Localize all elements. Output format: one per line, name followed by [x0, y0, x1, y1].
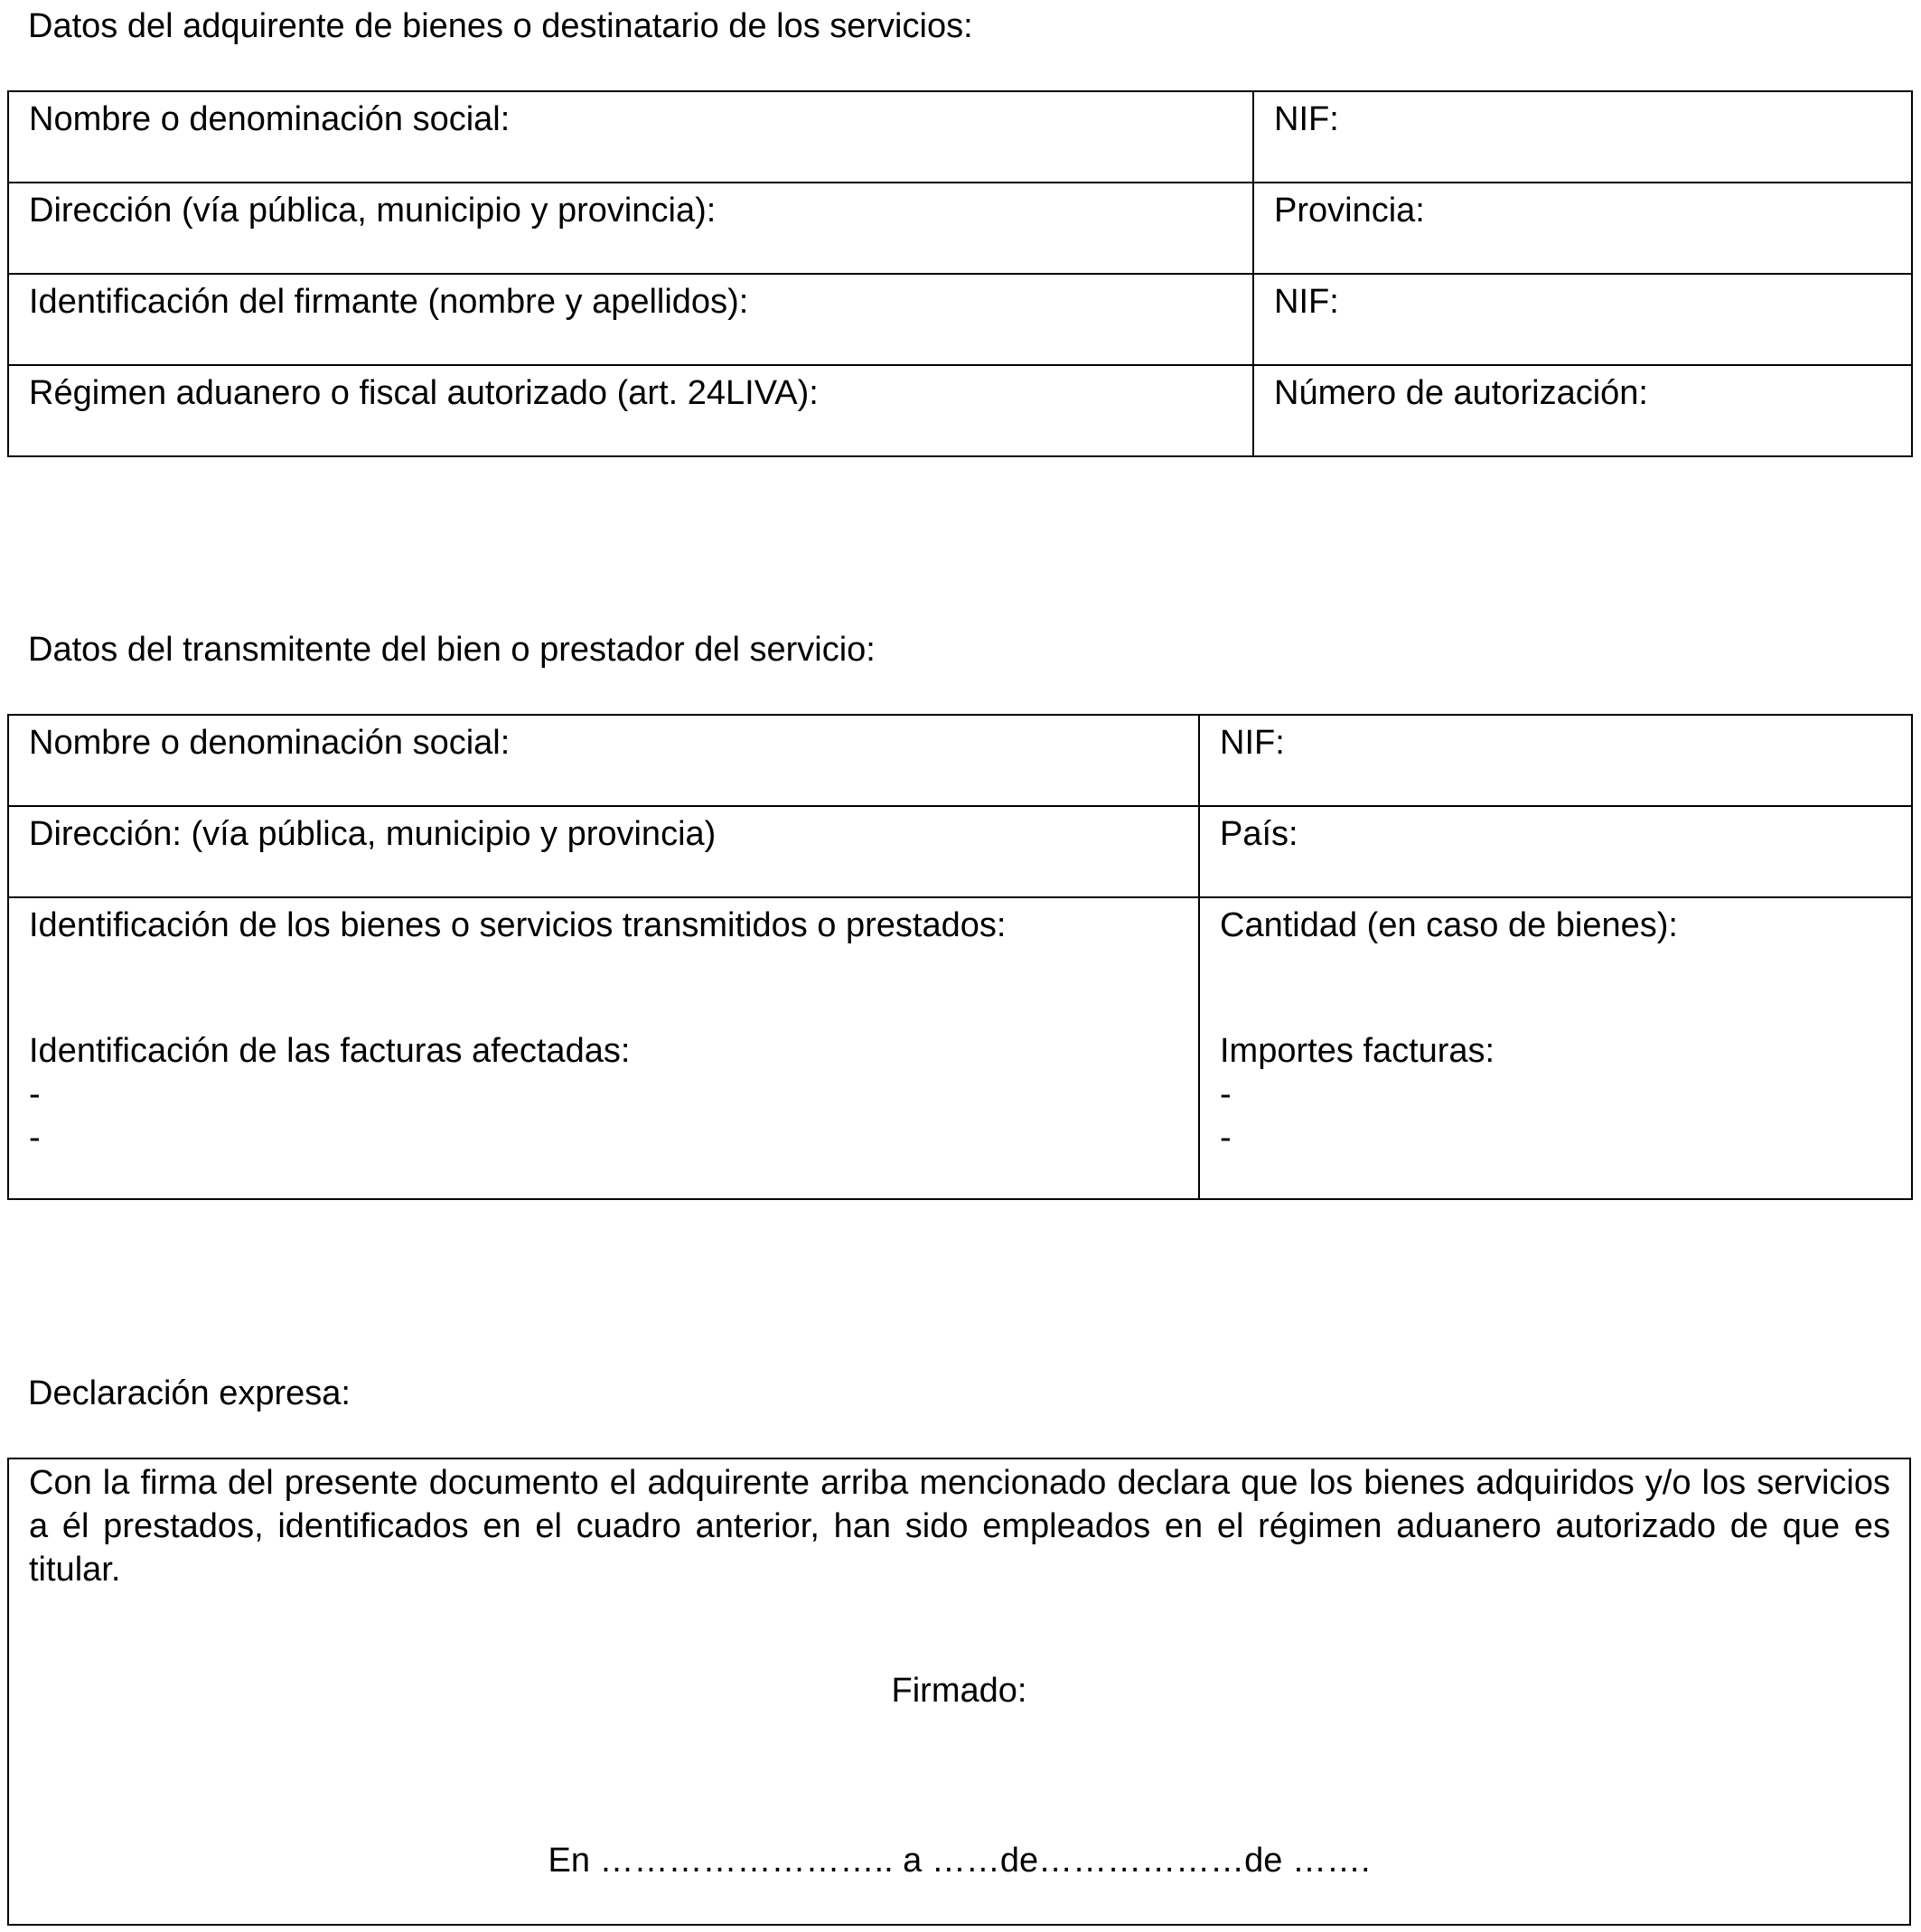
transmitter-name-field[interactable]: [8, 715, 1199, 806]
transmitter-heading: Datos del transmitente del bien o prestador del servicio:: [28, 631, 876, 669]
signer-nif-label: NIF:: [1274, 283, 1339, 321]
amounts-label: Importes facturas:: [1220, 1032, 1495, 1070]
goods-label: Identificación de los bienes o servicios transmitidos o prestados:: [29, 906, 1007, 944]
transmitter-address-label: Dirección: (vía pública, municipio y provincia): [29, 815, 717, 853]
invoices-label: Identificación de las facturas afectadas:: [29, 1032, 631, 1070]
transmitter-nif-label: NIF:: [1220, 724, 1285, 762]
country-label: País:: [1220, 815, 1298, 853]
regime-label: Régimen aduanero o fiscal autorizado (art. 24LIVA):: [29, 374, 819, 412]
address-label: Dirección (vía pública, municipio y provincia):: [29, 192, 717, 230]
name-field[interactable]: [8, 91, 1253, 183]
declaration-box: [7, 1458, 1911, 1926]
transmitter-address-field[interactable]: [8, 806, 1199, 897]
country-field[interactable]: [1199, 806, 1912, 897]
table-row: [8, 365, 1912, 456]
signed-label: Firmado:: [891, 1672, 1027, 1710]
goods-invoices-field[interactable]: [8, 897, 1199, 1199]
acquirer-table: [7, 90, 1913, 457]
acquirer-heading: Datos del adquirente de bienes o destinatario de los servicios:: [28, 7, 973, 45]
signer-nif-field[interactable]: [1253, 274, 1912, 365]
invoice-dash-2: -: [29, 1119, 41, 1157]
nif-field[interactable]: [1253, 91, 1912, 183]
signer-label: Identificación del firmante (nombre y apellidos):: [29, 283, 749, 321]
signer-field[interactable]: [8, 274, 1253, 365]
table-row: [8, 274, 1912, 365]
quantity-label: Cantidad (en caso de bienes):: [1220, 906, 1678, 944]
transmitter-table: [7, 714, 1913, 1200]
amount-dash-2: -: [1220, 1119, 1232, 1157]
province-label: Provincia:: [1274, 192, 1425, 230]
quantity-amounts-field[interactable]: [1199, 897, 1912, 1199]
declaration-text: Con la firma del presente documento el adquirente arriba mencionado declara que los bienes adquiridos y/o los servicios a él prestados, identificados en el cuadro anterior, han sido empleados en el régimen aduanero autorizado de que es titular.: [29, 1464, 1890, 1589]
declaration-heading: Declaración expresa:: [28, 1374, 351, 1412]
table-row: [8, 183, 1912, 274]
table-row: [8, 897, 1912, 1199]
address-field[interactable]: [8, 183, 1253, 274]
nif-label: NIF:: [1274, 100, 1339, 138]
table-row: [8, 91, 1912, 183]
transmitter-nif-field[interactable]: [1199, 715, 1912, 806]
invoice-dash-1: -: [29, 1075, 41, 1113]
authorization-number-field[interactable]: [1253, 365, 1912, 456]
regime-field[interactable]: [8, 365, 1253, 456]
authorization-number-label: Número de autorización:: [1274, 374, 1648, 412]
table-row: [8, 806, 1912, 897]
table-row: [8, 715, 1912, 806]
province-field[interactable]: [1253, 183, 1912, 274]
transmitter-name-label: Nombre o denominación social:: [29, 724, 511, 762]
amount-dash-1: -: [1220, 1075, 1232, 1113]
name-label: Nombre o denominación social:: [29, 100, 511, 138]
place-date-line[interactable]: En …………………….. a ……de………………de …….: [548, 1842, 1371, 1880]
